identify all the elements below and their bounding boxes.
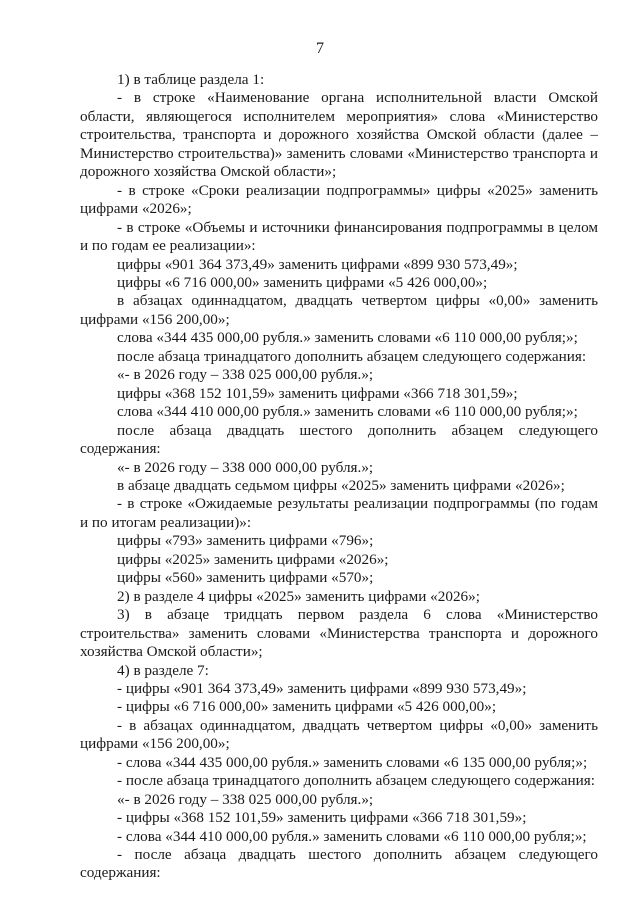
- paragraph-25: - в абзацах одиннадцатом, двадцать четвертом цифры «0,00» заменить цифрами «156 200,00»;: [80, 716, 598, 753]
- paragraph-12: слова «344 410 000,00 рубля.» заменить словами «6 110 000,00 рубля;»;: [117, 403, 578, 421]
- paragraph-21: 3) в абзаце тридцать первом раздела 6 слова «Министерство строительства» заменить словами «Министерства транспорта и дорожного хозяйства Омской области»;: [80, 606, 598, 661]
- paragraph-11: цифры «368 152 101,59» заменить цифрами «366 718 301,59»;: [117, 384, 518, 402]
- paragraph-8: слова «344 435 000,00 рубля.» заменить словами «6 110 000,00 рубля;»;: [117, 329, 578, 347]
- paragraph-28: «- в 2026 году – 338 025 000,00 рубля.»;: [117, 790, 374, 808]
- page-number: 7: [316, 40, 324, 57]
- paragraph-30: - слова «344 410 000,00 рубля.» заменить словами «6 110 000,00 рубля;»;: [117, 827, 587, 845]
- paragraph-4: - в строке «Объемы и источники финансирования подпрограммы в целом и по годам ее реализации»:: [80, 218, 598, 255]
- paragraph-26: - слова «344 435 000,00 рубля.» заменить словами «6 135 000,00 рубля;»;: [117, 753, 588, 771]
- paragraph-3: - в строке «Сроки реализации подпрограммы» цифры «2025» заменить цифрами «2026»;: [80, 181, 598, 218]
- paragraph-20: 2) в разделе 4 цифры «2025» заменить цифрами «2026»;: [117, 587, 480, 605]
- paragraph-10: «- в 2026 году – 338 025 000,00 рубля.»;: [117, 366, 374, 384]
- paragraph-29: - цифры «368 152 101,59» заменить цифрами «366 718 301,59»;: [117, 809, 527, 827]
- paragraph-6: цифры «6 716 000,00» заменить цифрами «5 426 000,00»;: [117, 273, 488, 291]
- paragraph-23: - цифры «901 364 373,49» заменить цифрами «899 930 573,49»;: [117, 679, 527, 697]
- paragraph-24: - цифры «6 716 000,00» заменить цифрами «5 426 000,00»;: [117, 698, 497, 716]
- paragraph-2: - в строке «Наименование органа исполнительной власти Омской области, являющегося исполнителем мероприятия» слова «Министерство строительства, транспорта и дорожного хозяйства Омской области (далее – Министерство строительства)» заменить словами «Министерство транспорта и дорожного хозяйства Омской области»;: [80, 89, 598, 181]
- paragraph-19: цифры «560» заменить цифрами «570»;: [117, 569, 374, 587]
- paragraph-14: «- в 2026 году – 338 000 000,00 рубля.»;: [117, 458, 374, 476]
- paragraph-31: - после абзаца двадцать шестого дополнить абзацем следующего содержания:: [80, 846, 598, 882]
- paragraph-16: - в строке «Ожидаемые результаты реализации подпрограммы (по годам и по итогам реализации)»:: [80, 495, 598, 531]
- paragraph-13: после абзаца двадцать шестого дополнить абзацем следующего содержания:: [80, 421, 598, 458]
- paragraph-7: в абзацах одиннадцатом, двадцать четвертом цифры «0,00» заменить цифрами «156 200,00»;: [80, 292, 598, 328]
- paragraph-9: после абзаца тринадцатого дополнить абзацем следующего содержания:: [117, 347, 587, 365]
- paragraph-18: цифры «2025» заменить цифрами «2026»;: [117, 550, 389, 568]
- paragraph-15: в абзаце двадцать седьмом цифры «2025» заменить цифрами «2026»;: [117, 476, 565, 494]
- paragraph-27: - после абзаца тринадцатого дополнить абзацем следующего содержания:: [117, 772, 595, 790]
- document-body: [80, 71, 598, 883]
- paragraph-5: цифры «901 364 373,49» заменить цифрами «899 930 573,49»;: [117, 255, 518, 273]
- paragraph-17: цифры «793» заменить цифрами «796»;: [117, 532, 374, 550]
- paragraph-22: 4) в разделе 7:: [117, 661, 209, 679]
- paragraph-1: 1) в таблице раздела 1:: [117, 71, 265, 88]
